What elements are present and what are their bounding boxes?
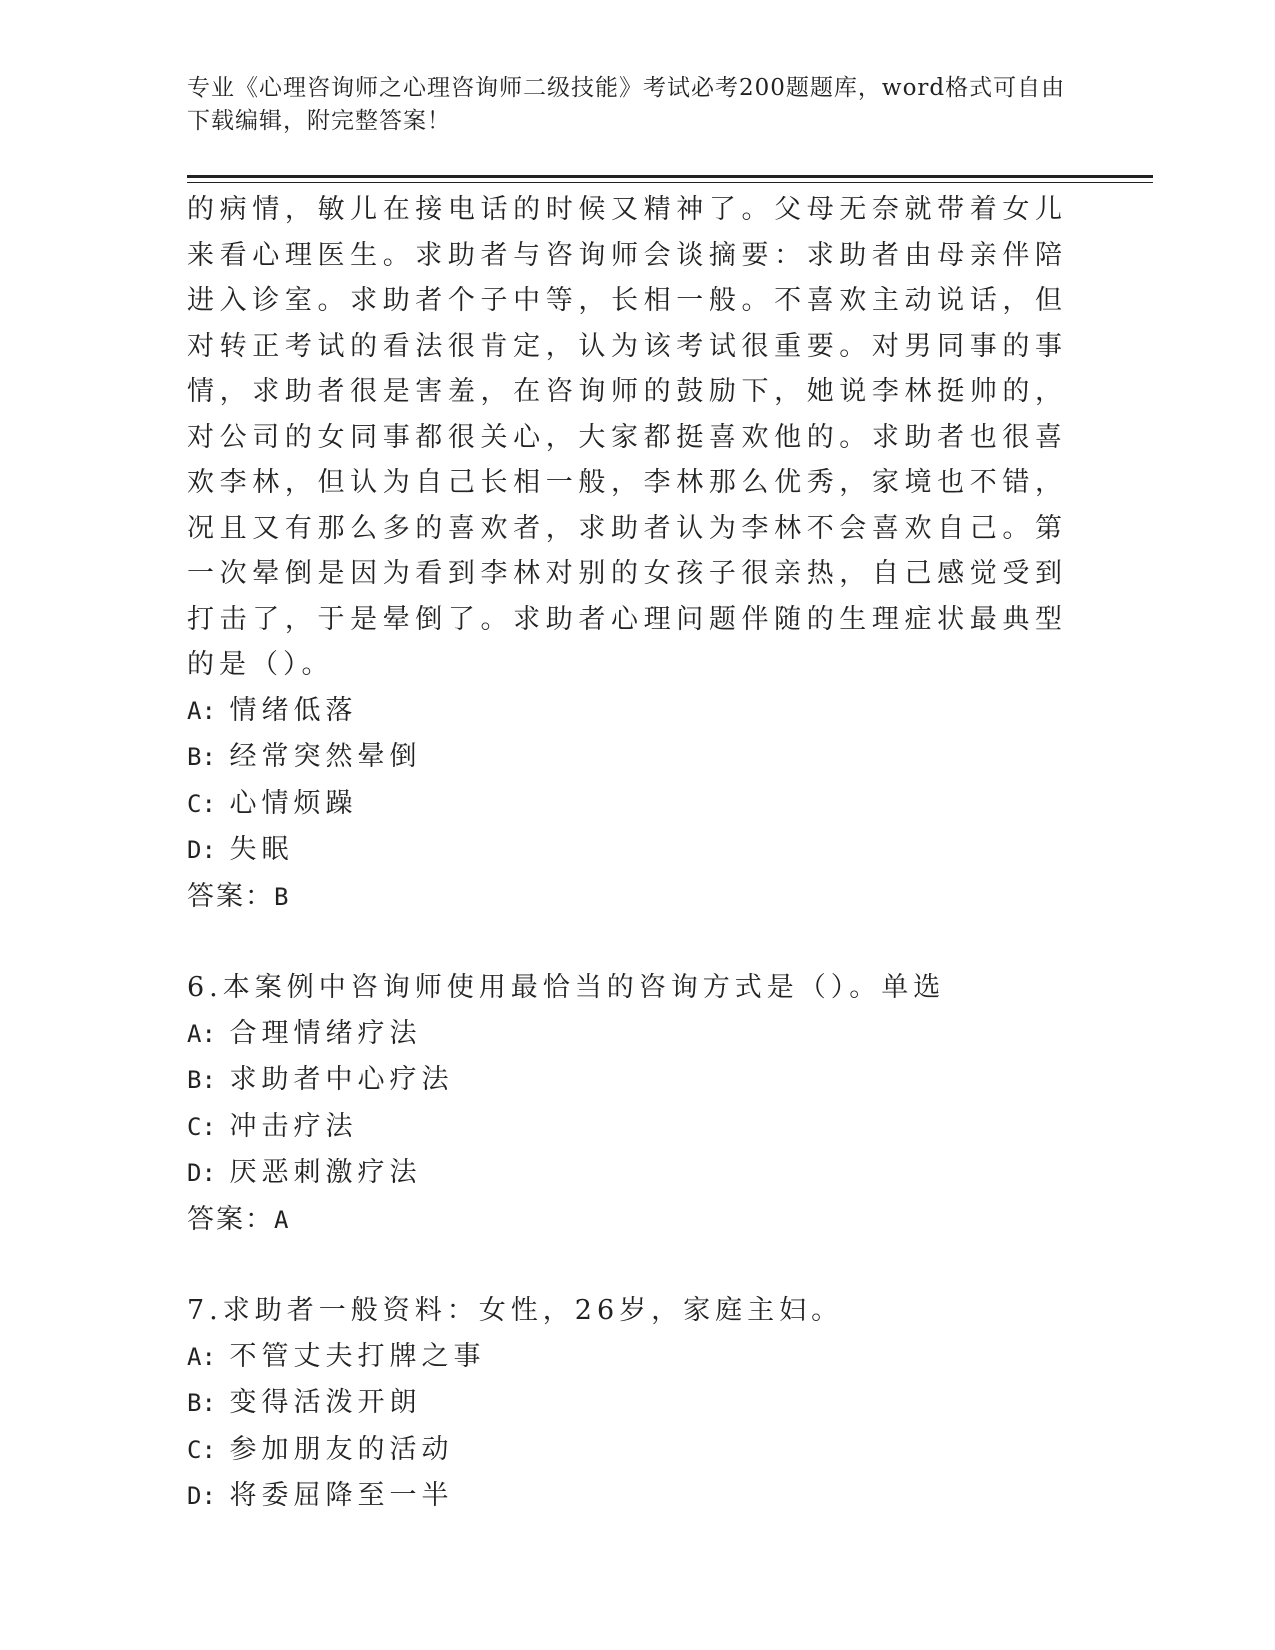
option-c: [187, 1104, 1067, 1151]
answer-value: B: [274, 882, 289, 911]
case-paragraph: 的病情，敏儿在接电话的时候又精神了。父母无奈就带着女儿来看心理医生。求助者与咨询师会谈摘要：求助者由母亲伴陪进入诊室。求助者个子中等，长相一般。不喜欢主动说话，但对转正考试的看法很肯定，认为该考试很重要。对男同事的事情，求助者很是害羞，在咨询师的鼓励下，她说李林挺帅的，对公司的女同事都很关心，大家都挺喜欢他的。求助者也很喜欢李林，但认为自己长相一般，李林那么优秀，家境也不错，况且又有那么多的喜欢者，求助者认为李林不会喜欢自己。第一次晕倒是因为看到李林对别的女孩子很亲热，自己感觉受到打击了，于是晕倒了。求助者心理问题伴随的生理症状最典型的是（）。: [187, 194, 1067, 680]
option-b: [187, 1380, 1067, 1427]
option-letter: A:: [187, 1342, 216, 1371]
question-5-options: [187, 688, 1067, 921]
option-a: [187, 1334, 1067, 1381]
answer-label: 答案：: [187, 880, 274, 912]
option-letter: C:: [187, 789, 216, 818]
option-letter: D:: [187, 836, 216, 864]
option-text: 将委屈降至一半: [229, 1480, 454, 1511]
question-title: 6.本案例中咨询师使用最恰当的咨询方式是（）。单选: [187, 972, 946, 1003]
option-d: [187, 827, 1067, 874]
header-rule-thick: [187, 175, 1153, 178]
option-text: 厌恶刺激疗法: [229, 1157, 422, 1188]
option-a: [187, 688, 1067, 735]
option-a: [187, 1011, 1067, 1058]
option-letter: B:: [187, 1066, 216, 1094]
option-letter: D:: [187, 1159, 216, 1187]
option-letter: A:: [187, 1019, 216, 1048]
option-text: 冲击疗法: [229, 1110, 358, 1142]
answer-line: [187, 874, 1067, 921]
question-7: [187, 1288, 1067, 1520]
answer-value: A: [274, 1205, 289, 1234]
option-text: 合理情绪疗法: [229, 1017, 422, 1049]
header-rule-thin: [187, 182, 1153, 183]
option-letter: A:: [187, 696, 216, 725]
option-letter: C:: [187, 1435, 216, 1464]
option-c: [187, 781, 1067, 828]
option-text: 心情烦躁: [229, 787, 358, 819]
option-c: [187, 1427, 1067, 1474]
question-title: 7.求助者一般资料：女性，26岁，家庭主妇。: [187, 1295, 844, 1326]
option-d: [187, 1150, 1067, 1197]
option-text: 变得活泼开朗: [229, 1387, 422, 1418]
option-text: 经常突然晕倒: [229, 741, 422, 772]
answer-label: 答案：: [187, 1203, 274, 1235]
option-letter: B:: [187, 1389, 216, 1417]
option-d: [187, 1473, 1067, 1520]
option-text: 失眠: [229, 834, 294, 865]
option-b: [187, 734, 1067, 781]
option-text: 参加朋友的活动: [229, 1433, 454, 1465]
option-text: 不管丈夫打牌之事: [229, 1340, 486, 1372]
option-text: 求助者中心疗法: [229, 1064, 454, 1095]
option-letter: B:: [187, 743, 216, 771]
document-body: [187, 187, 1067, 1520]
document-header: 专业《心理咨询师之心理咨询师二级技能》考试必考200题题库，word格式可自由下载编辑，附完整答案！: [187, 75, 1066, 134]
answer-line: [187, 1197, 1067, 1244]
option-letter: D:: [187, 1482, 216, 1510]
option-letter: C:: [187, 1112, 216, 1141]
question-6: [187, 965, 1067, 1243]
option-text: 情绪低落: [229, 694, 358, 726]
option-b: [187, 1057, 1067, 1104]
